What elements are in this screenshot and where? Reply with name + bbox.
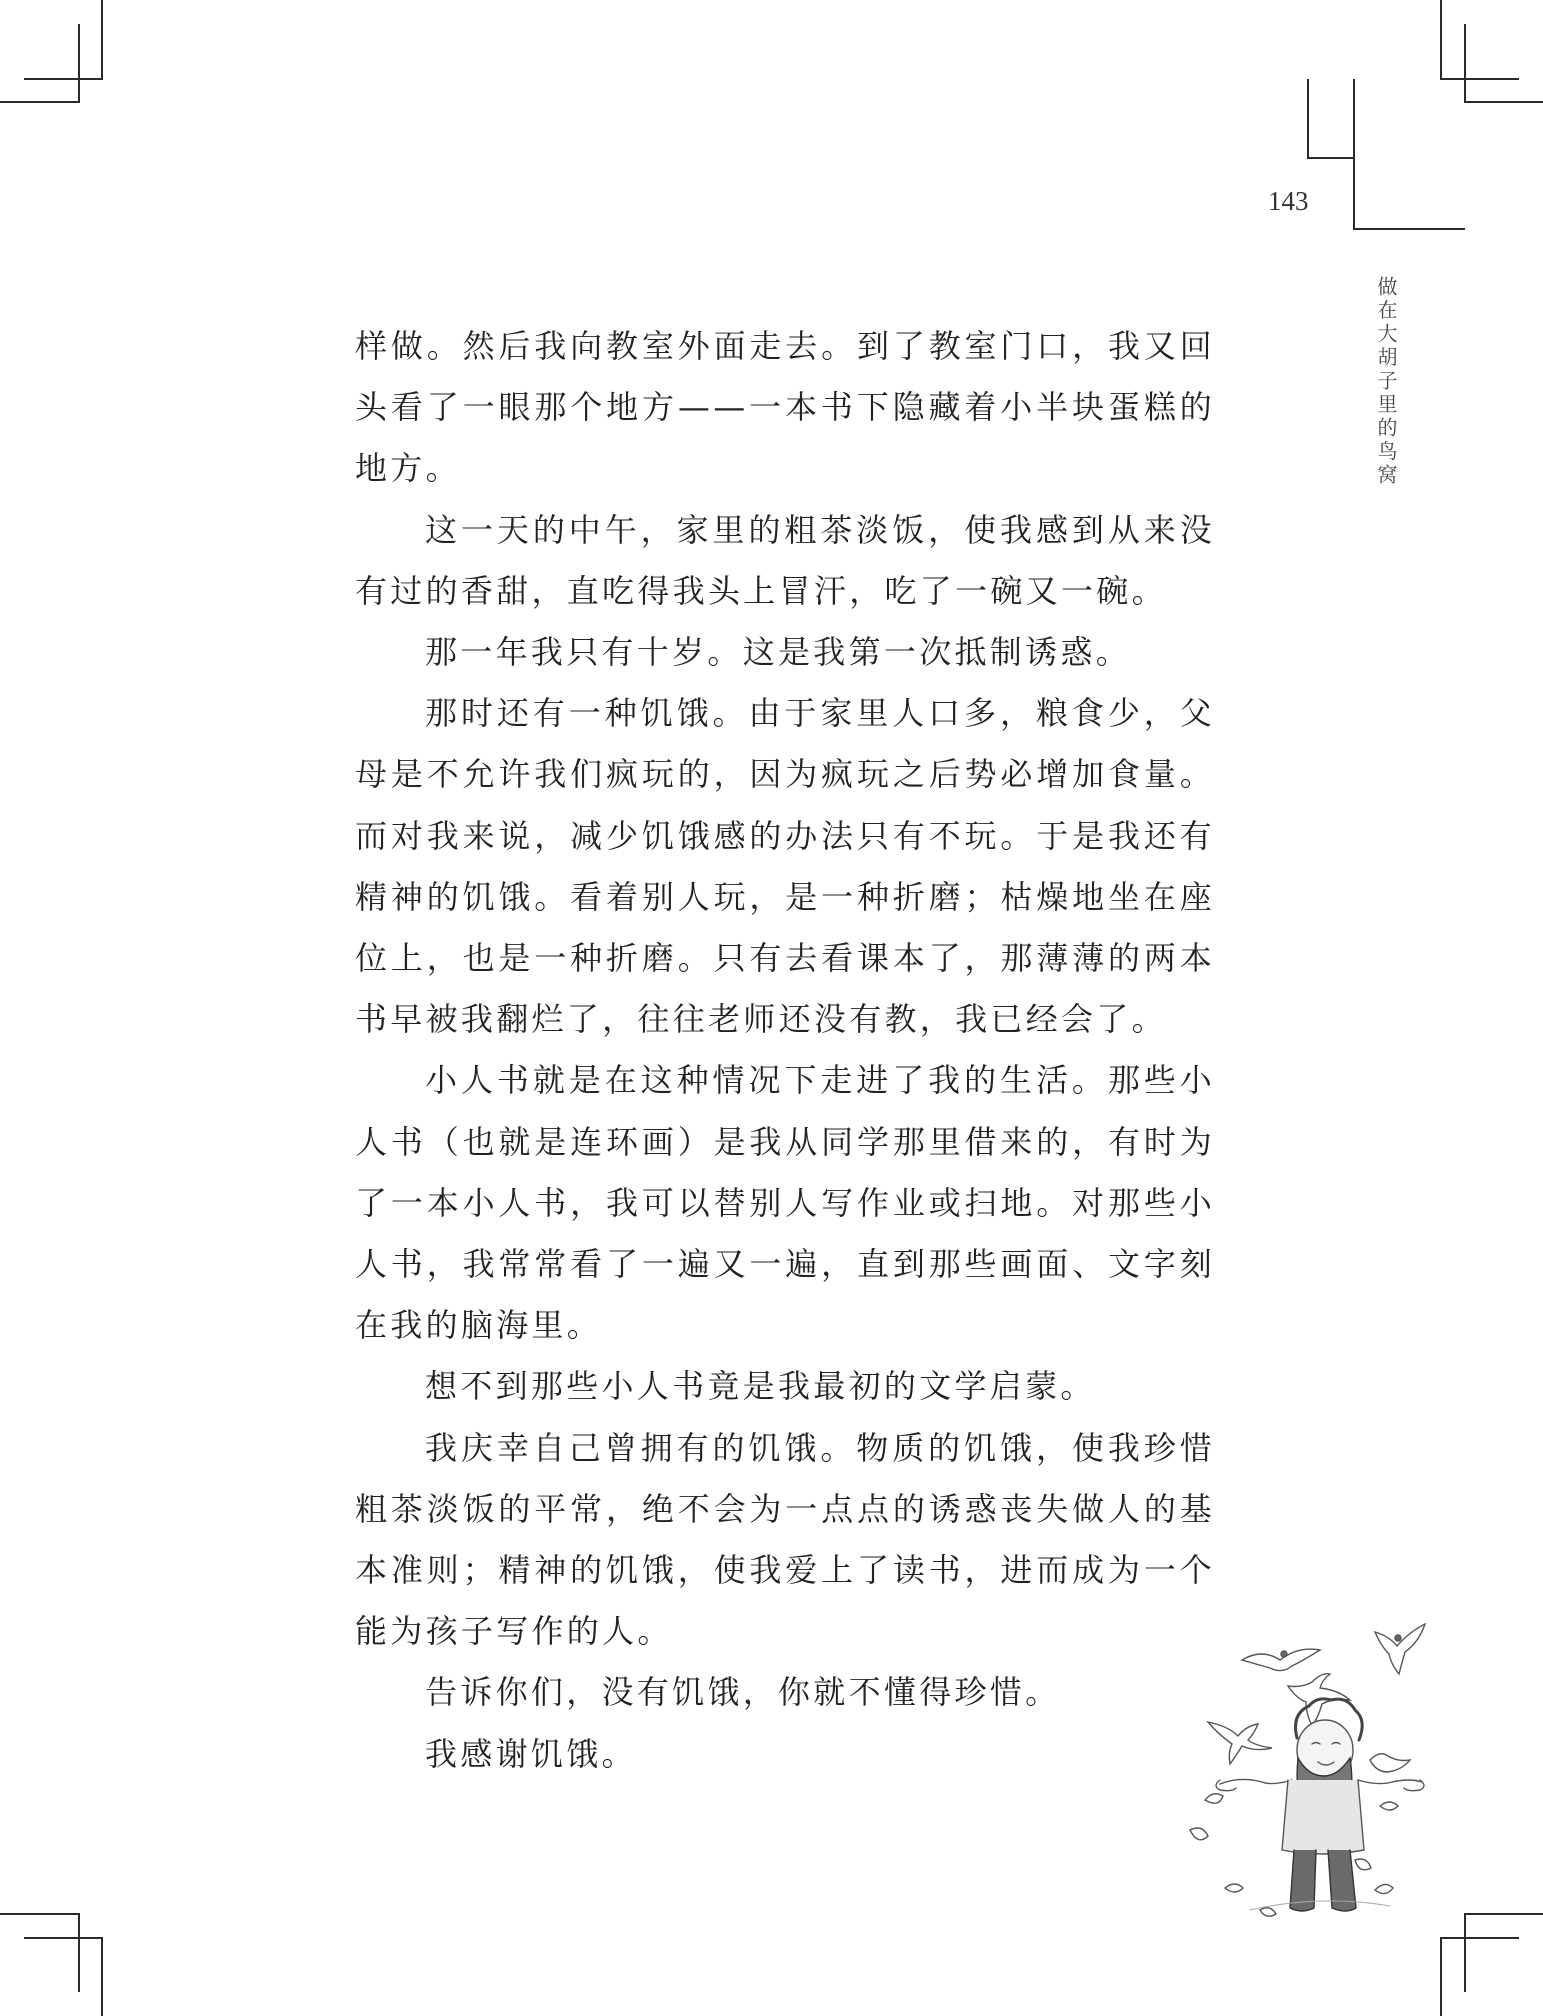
paragraph: 我感谢饥饿。: [425, 1734, 637, 1773]
header-frame-line: [1307, 157, 1354, 159]
bird-icon: [1242, 1649, 1320, 1670]
crop-mark-line: [1464, 1913, 1466, 1992]
crop-mark-line: [101, 1937, 103, 2016]
crop-mark-line: [1440, 0, 1442, 79]
crop-mark-line: [1440, 78, 1519, 80]
crop-mark-line: [78, 24, 80, 103]
paragraph: 样做。然后我向教室外面走去。到了教室门口，我又回头看了一眼那个地方——一本书下隐藏着小半块蛋糕的地方。: [355, 327, 1215, 488]
bird-icon: [1208, 1722, 1272, 1764]
header-frame-line: [1353, 79, 1355, 230]
paragraph: 我庆幸自己曾拥有的饥饿。物质的饥饿，使我珍惜粗茶淡饭的平常，绝不会为一点点的诱惑丧失做人的基本准则；精神的饥饿，使我爱上了读书，进而成为一个能为孩子写作的人。: [355, 1428, 1215, 1651]
crop-mark-line: [24, 78, 103, 80]
crop-mark-line: [101, 0, 103, 79]
body-text: [355, 316, 1215, 1785]
header-frame-line: [1353, 228, 1465, 230]
crop-mark-line: [78, 1913, 80, 1992]
crop-mark-line: [0, 1913, 80, 1915]
paragraph: 小人书就是在这种情况下走进了我的生活。那些小人书（也就是连环画）是我从同学那里借来的，有时为了一本小人书，我可以替别人写作业或扫地。对那些小人书，我常常看了一遍又一遍，直到那些画面、文字刻在我的脑海里。: [355, 1061, 1215, 1345]
bearded-man-illustration: [1180, 1620, 1460, 1920]
crop-mark-line: [24, 1937, 103, 1939]
crop-mark-line: [1464, 1913, 1543, 1915]
crop-mark-line: [0, 101, 80, 103]
crop-mark-line: [1440, 1937, 1442, 2016]
page-number: 143: [1268, 186, 1309, 216]
bird-icon: [1375, 1624, 1425, 1674]
crop-mark-line: [1440, 1937, 1519, 1939]
header-frame-line: [1307, 79, 1309, 158]
crop-mark-line: [1464, 24, 1466, 103]
paragraph: 这一天的中午，家里的粗茶淡饭，使我感到从来没有过的香甜，直吃得我头上冒汗，吃了一碗又一碗。: [355, 510, 1215, 610]
running-title: 做在大胡子里的鸟窝: [1374, 276, 1398, 488]
paragraph: 想不到那些小人书竟是我最初的文学启蒙。: [425, 1367, 1096, 1406]
paragraph: 那时还有一种饥饿。由于家里人口多，粮食少，父母是不允许我们疯玩的，因为疯玩之后势必增加食量。而对我来说，减少饥饿感的办法只有不玩。于是我还有精神的饥饿。看着别人玩，是一种折磨；枯燥地坐在座位上，也是一种折磨。只有去看课本了，那薄薄的两本书早被我翻烂了，往往老师还没有教，我已经会了。: [355, 694, 1215, 1039]
crop-mark-line: [1464, 101, 1543, 103]
paragraph: 那一年我只有十岁。这是我第一次抵制诱惑。: [425, 633, 1132, 672]
paragraph: 告诉你们，没有饥饿，你就不懂得珍惜。: [425, 1673, 1061, 1712]
